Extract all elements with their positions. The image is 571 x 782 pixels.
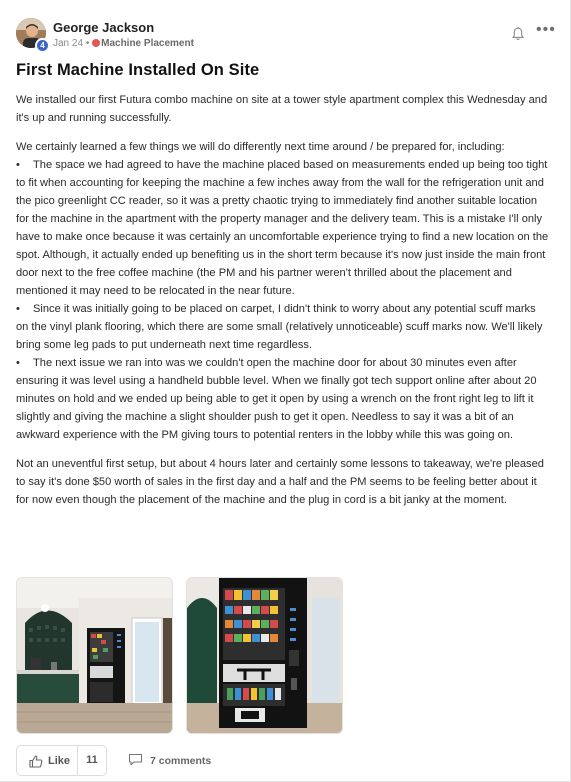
category-label[interactable]: Machine Placement [101, 38, 194, 49]
author-name[interactable]: George Jackson [53, 20, 155, 35]
paragraph-closing: Not an uneventful first setup, but about 4 hours later and certainly some lessons to takeaway, we're pleased to say it's done $50 worth of sales in the first day and a half and the PM seems to be feeling better about it for now even though the placement of the machine and the plug in cord is a bit janky at the moment. [16, 458, 544, 506]
post-body [16, 91, 551, 520]
like-label: Like [48, 755, 71, 767]
comments-label: 7 comments [150, 755, 212, 767]
comment-icon [128, 753, 143, 766]
more-icon[interactable]: ••• [536, 21, 556, 38]
bullet-text: Since it was initially going to be placed on carpet, I didn't think to worry about any potential scuff marks on the vinyl plank flooring, which there are some small (relatively unnoticeable) scuff marks now. We'll likely bring some leg pads to put underneath next time regardless. [16, 303, 543, 351]
bullet-item [16, 354, 551, 444]
like-button-group [16, 745, 107, 776]
bullet-item [16, 156, 551, 300]
bell-icon[interactable] [510, 26, 526, 42]
bullet-item [16, 300, 551, 354]
vending-machine-photo[interactable] [186, 577, 343, 734]
post-date: Jan 24 [53, 38, 84, 49]
post-meta [53, 38, 194, 49]
post-header [16, 18, 554, 54]
paragraph-lessons-intro: We certainly learned a few things we will do differently next time around / be prepared for, including: [16, 141, 505, 153]
like-button[interactable] [17, 746, 78, 775]
level-badge: 4 [35, 38, 50, 53]
category-icon [92, 39, 100, 47]
lobby-photo[interactable] [16, 577, 173, 734]
thumbs-up-icon [29, 755, 43, 768]
meta-separator: • [85, 38, 90, 49]
like-count[interactable]: 11 [86, 754, 98, 766]
bullet-text: The space we had agreed to have the machine placed based on measurements ended up being too tight to fit when accounting for keeping the machine a few inches away from the wall for the refrigeration unit and the pico greenlight CC reader, so it was a pretty chaotic trying to immediately find another suitable location for the machine in the apartment with the property manager and the delivery team. This is a mistake I'll only have to make once because it was certainly an uncomfortable experience trying to find a new location on the spot. Although, it actually ended up benefiting us in the short term because it's now just inside the main front door next to the free coffee machine (the PM and his partner weren't thrilled about the placement and mentioned it may need to be relocated in the near future. [16, 159, 549, 297]
paragraph-intro: We installed our first Futura combo machine on site at a tower style apartment complex this Wednesday and it's up and running successfully. [16, 94, 548, 124]
bullet-text: The next issue we ran into was we couldn't open the machine door for about 30 minutes even after ensuring it was level using a handheld bubble level. When we finally got tech support online after about 20 minutes on hold and we ended up being able to get it open by using a wrench on the front right leg to lift it slightly and giving the machine a slight shoulder push to get it open. Needless to say it was a bit of an awkward experience with the PM giving tours to potential renters in the lobby while this was going on. [16, 357, 537, 441]
post-title: First Machine Installed On Site [16, 61, 260, 79]
